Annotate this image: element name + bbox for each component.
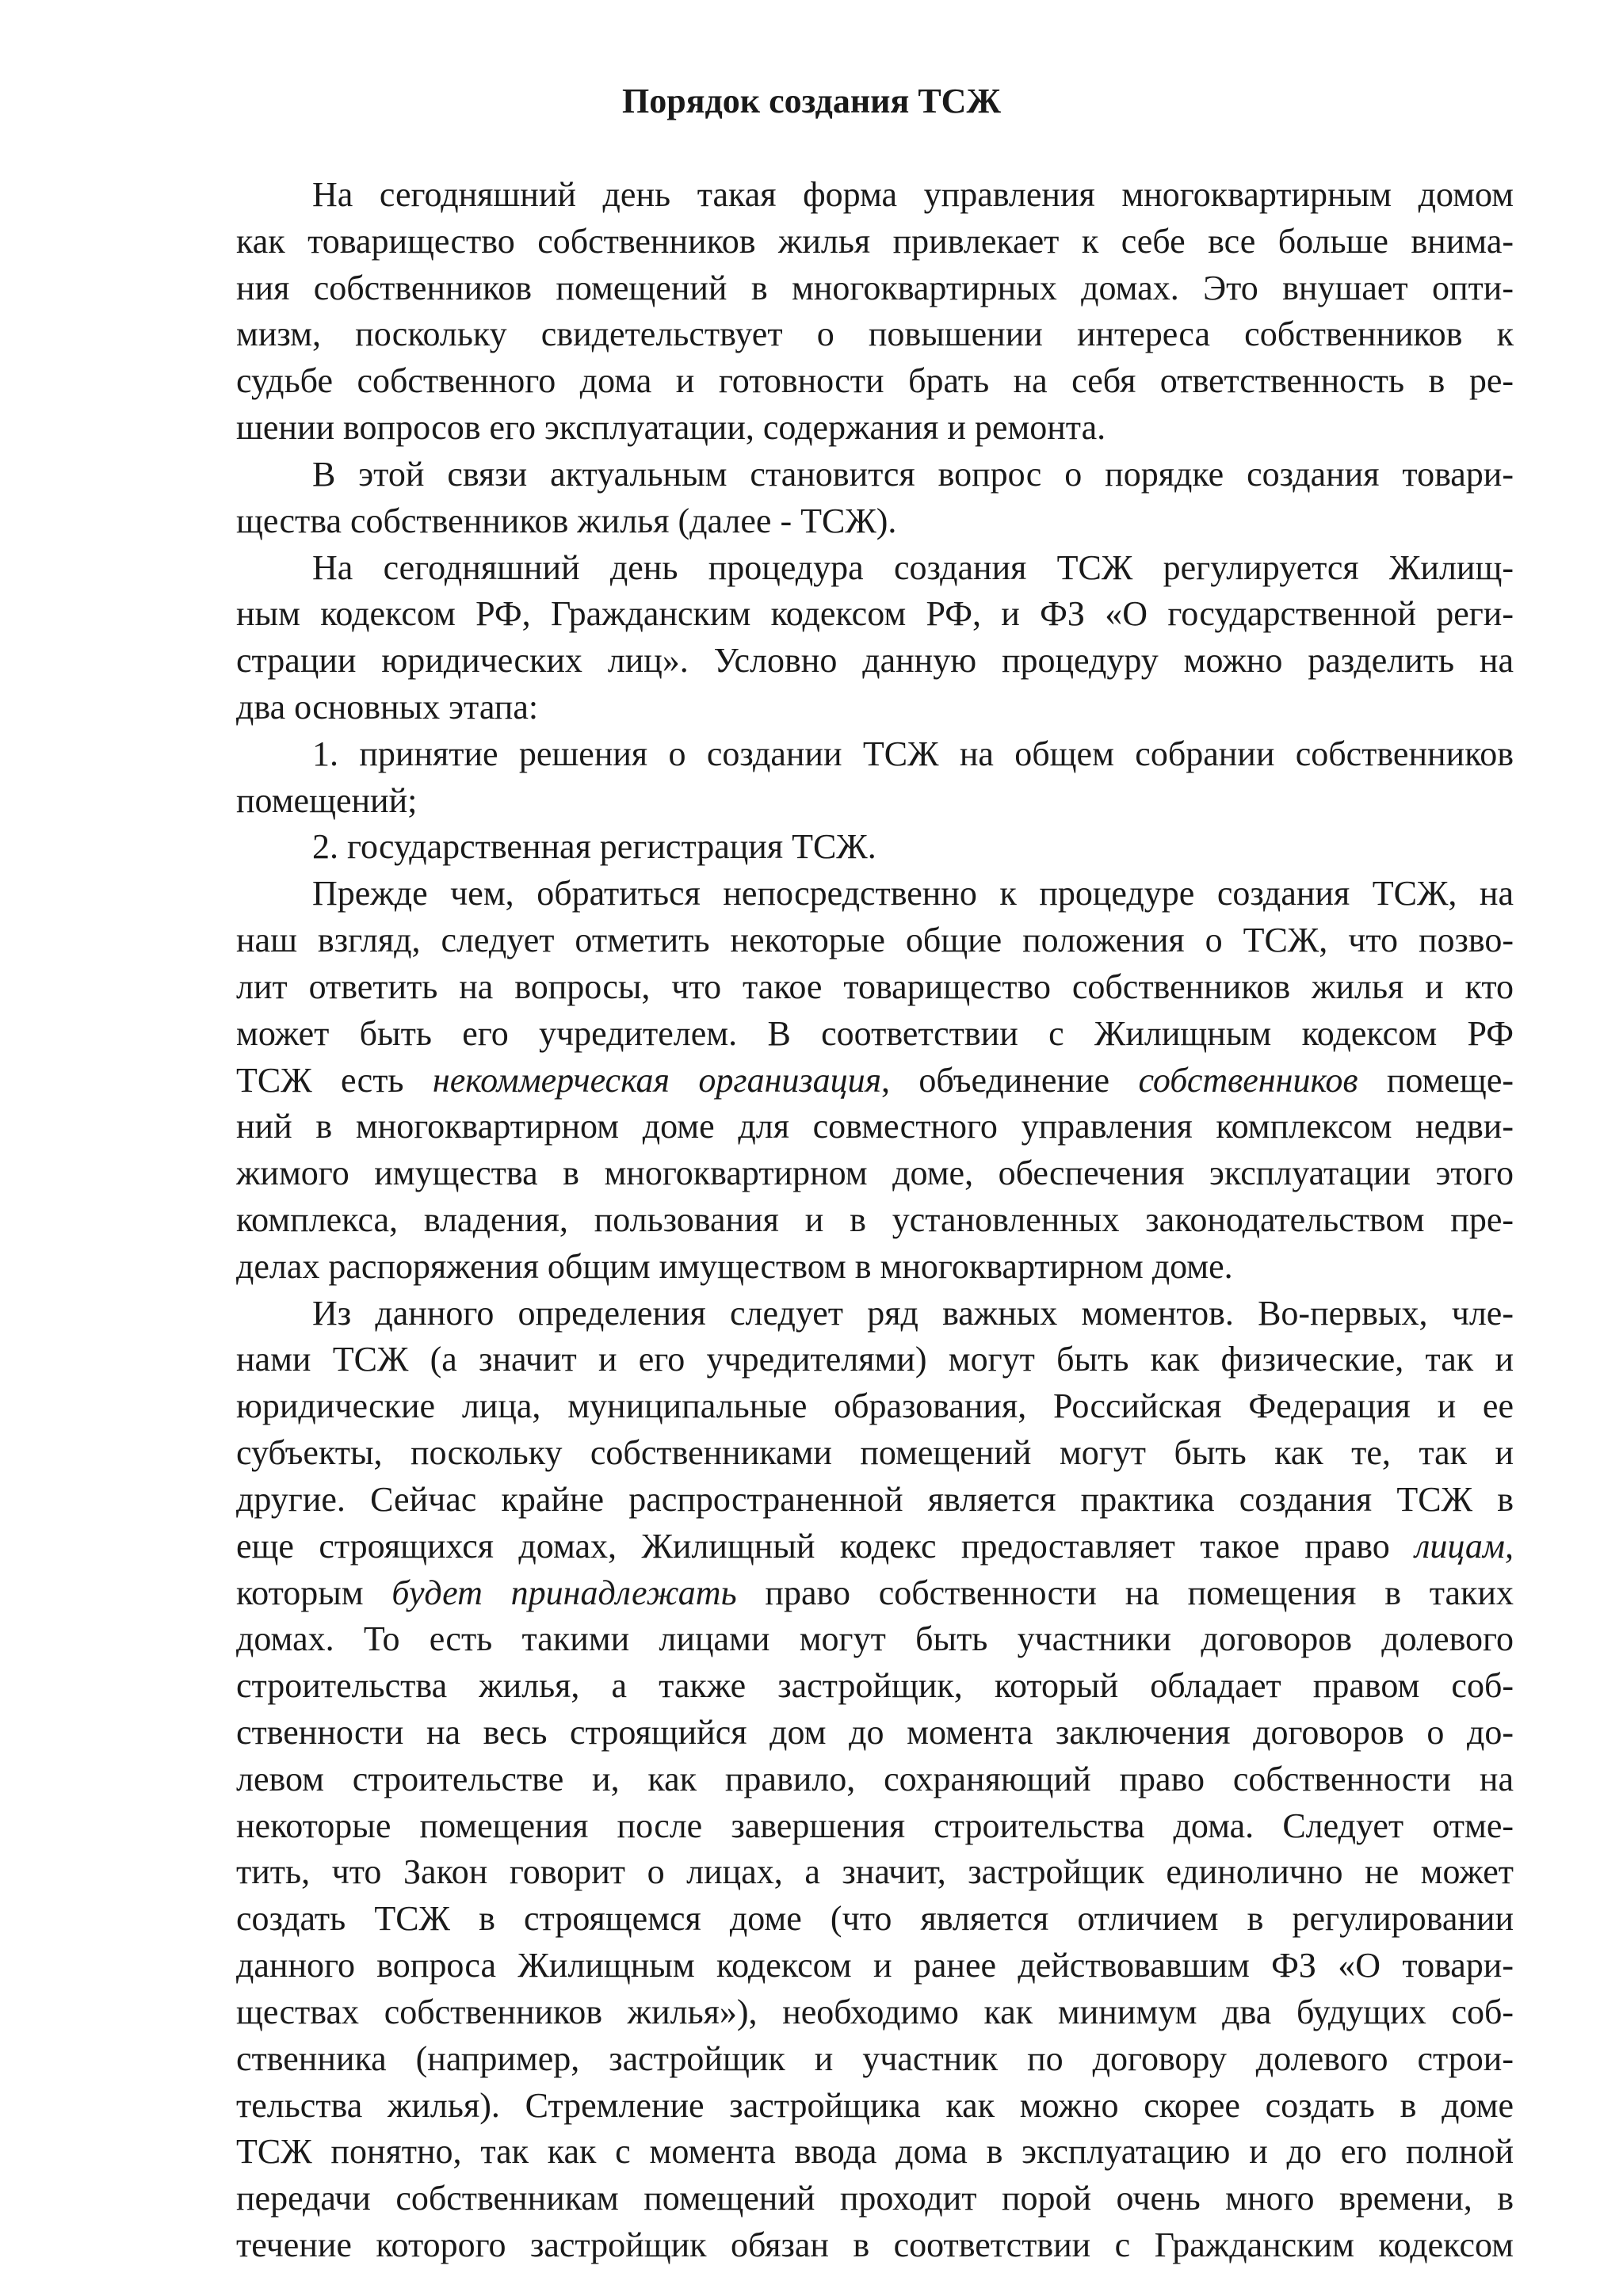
text-line xyxy=(236,1384,1514,1428)
text-run: ТСЖ есть xyxy=(236,1061,433,1100)
text-run: которым xyxy=(236,1573,392,1612)
text-line xyxy=(236,1757,1514,1802)
text-line xyxy=(236,1664,1514,1708)
text-line xyxy=(312,825,1514,869)
text-run: ственности на весь строящийся дом до момента заключения договоров о до- xyxy=(236,1713,1514,1752)
text-run: тельства жилья). Стремление застройщика как можно скорее создать в доме xyxy=(236,2086,1514,2125)
text-run: данного вопроса Жилищным кодексом и ранее действовавшим ФЗ «О товари- xyxy=(236,1946,1514,1985)
text-line xyxy=(236,2037,1514,2081)
text-line xyxy=(236,2176,1514,2221)
text-run: В этой связи актуальным становится вопрос о порядке создания товари- xyxy=(312,455,1514,494)
text-run: ний в многоквартирном доме для совместного управления комплексом недви- xyxy=(236,1107,1514,1146)
text-run: другие. Сейчас крайне распространенной является практика создания ТСЖ в xyxy=(236,1480,1514,1519)
text-run: течение которого застройщик обязан в соответствии с Гражданским кодексом xyxy=(236,2225,1514,2264)
text-run: 2. государственная регистрация ТСЖ. xyxy=(312,827,876,866)
text-run: судьбе собственного дома и готовности брать на себя ответственность в ре- xyxy=(236,361,1514,400)
text-line xyxy=(236,359,1514,403)
text-line xyxy=(236,1151,1514,1196)
text-line xyxy=(236,639,1514,683)
text-line xyxy=(312,871,1514,916)
text-line xyxy=(236,1711,1514,1755)
text-run: помеще- xyxy=(1358,1061,1514,1100)
text-run: ТСЖ понятно, так как с момента ввода дома в эксплуатацию и до его полной xyxy=(236,2132,1514,2171)
text-line xyxy=(236,2223,1514,2267)
text-run: как товарищество собственников жилья привлекает к себе все больше внима- xyxy=(236,222,1514,261)
text-line xyxy=(236,592,1514,636)
text-run: мизм, поскольку свидетельствует о повышении интереса собственников к xyxy=(236,315,1514,353)
text-line xyxy=(236,312,1514,357)
text-run: шении вопросов его эксплуатации, содержания и ремонта. xyxy=(236,408,1106,447)
text-line xyxy=(236,406,1514,450)
text-run: страции юридических лиц». Условно данную процедуру можно разделить на xyxy=(236,641,1514,680)
italic-text: собственников xyxy=(1138,1061,1358,1100)
text-run: право собственности на помещения в таких xyxy=(736,1573,1514,1612)
text-line xyxy=(236,2084,1514,2128)
text-run: ственника (например, застройщик и участник по договору долевого строи- xyxy=(236,2039,1514,2078)
text-line xyxy=(312,1291,1514,1336)
text-line xyxy=(236,918,1514,963)
text-line xyxy=(236,1058,1514,1103)
text-line xyxy=(312,452,1514,497)
text-line xyxy=(312,546,1514,590)
text-run: комплекса, владения, пользования и в установленных законодательством пре- xyxy=(236,1200,1514,1239)
text-run: помещений; xyxy=(236,781,418,820)
text-run: два основных этапа: xyxy=(236,688,539,727)
text-line xyxy=(236,1990,1514,2035)
text-run: ния собственников помещений в многоквартирных домах. Это внушает опти- xyxy=(236,269,1514,307)
text-run: создать ТСЖ в строящемся доме (что является отличием в регулировании xyxy=(236,1899,1514,1938)
text-run: домах. То есть такими лицами могут быть участники договоров долевого xyxy=(236,1619,1514,1658)
text-line xyxy=(312,173,1514,217)
text-run: субъекты, поскольку собственниками помещений могут быть как те, так и xyxy=(236,1433,1514,1472)
text-line xyxy=(236,219,1514,264)
text-run: 1. принятие решения о создании ТСЖ на общем собрании собственников xyxy=(312,734,1514,773)
text-run: наш взгляд, следует отметить некоторые общие положения о ТСЖ, что позво- xyxy=(236,921,1514,959)
page-title: Порядок создания ТСЖ xyxy=(622,82,1001,120)
text-line xyxy=(236,1617,1514,1661)
text-run: еще строящихся домах, Жилищный кодекс предоставляет такое право xyxy=(236,1527,1415,1566)
text-line xyxy=(236,1943,1514,1988)
text-run: может быть его учредителем. В соответствии с Жилищным кодексом РФ xyxy=(236,1014,1514,1053)
text-line xyxy=(236,1198,1514,1242)
text-line xyxy=(236,2130,1514,2174)
text-run: щества собственников жилья (далее - ТСЖ). xyxy=(236,502,897,540)
italic-text: некоммерческая организация xyxy=(432,1061,882,1100)
text-line xyxy=(236,1245,1514,1289)
text-run: Из данного определения следует ряд важных моментов. Во-первых, чле- xyxy=(312,1294,1514,1333)
italic-text: лицам, xyxy=(1415,1527,1514,1566)
text-run: делах распоряжения общим имуществом в многоквартирном доме. xyxy=(236,1247,1233,1286)
text-line xyxy=(236,685,1514,730)
text-run: жимого имущества в многоквартирном доме, обеспечения эксплуатации этого xyxy=(236,1154,1514,1192)
text-line xyxy=(236,1804,1514,1848)
text-run: На сегодняшний день такая форма управления многоквартирным домом xyxy=(312,175,1514,214)
text-run: передачи собственникам помещений проходит порой очень много времени, в xyxy=(236,2179,1514,2218)
text-run: строительства жилья, а также застройщик, который обладает правом соб- xyxy=(236,1666,1514,1705)
text-run: Прежде чем, обратиться непосредственно к процедуре создания ТСЖ, на xyxy=(312,874,1514,913)
text-run: некоторые помещения после завершения строительства дома. Следует отме- xyxy=(236,1806,1514,1845)
text-line xyxy=(236,1478,1514,1522)
text-run: тить, что Закон говорит о лицах, а значит, застройщик единолично не может xyxy=(236,1852,1514,1891)
italic-text: будет принадлежать xyxy=(391,1573,737,1612)
text-line xyxy=(236,965,1514,1009)
text-line xyxy=(312,732,1514,776)
text-run: ным кодексом РФ, Гражданским кодексом РФ, и ФЗ «О государственной реги- xyxy=(236,594,1514,633)
text-run: На сегодняшний день процедура создания ТСЖ регулируется Жилищ- xyxy=(312,548,1514,587)
text-run: левом строительстве и, как правило, сохраняющий право собственности на xyxy=(236,1760,1514,1798)
text-run: юридические лица, муниципальные образования, Российская Федерация и ее xyxy=(236,1386,1514,1425)
text-line xyxy=(236,1337,1514,1382)
text-line xyxy=(236,1850,1514,1894)
text-line xyxy=(236,1524,1514,1569)
text-line xyxy=(236,1571,1514,1615)
text-run: лит ответить на вопросы, что такое товарищество собственников жилья и кто xyxy=(236,967,1514,1006)
text-line xyxy=(236,266,1514,311)
text-line xyxy=(236,499,1514,543)
text-line xyxy=(236,1431,1514,1475)
text-line xyxy=(236,1897,1514,1941)
text-run: ществах собственников жилья»), необходимо как минимум два будущих соб- xyxy=(236,1993,1514,2031)
text-line xyxy=(236,779,1514,823)
text-line xyxy=(236,1104,1514,1149)
text-run: , объединение xyxy=(881,1061,1139,1100)
text-line xyxy=(236,1012,1514,1056)
text-run: нами ТСЖ (а значит и его учредителями) могут быть как физические, так и xyxy=(236,1340,1514,1379)
